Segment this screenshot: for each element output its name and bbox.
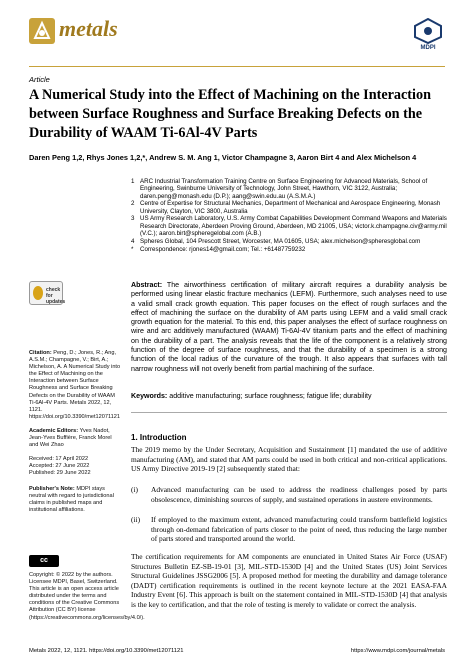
editors-block bbox=[29, 428, 121, 449]
dates-block bbox=[29, 456, 121, 477]
keywords bbox=[131, 392, 447, 401]
intro-paragraph-2: The certification requirements for AM components are enunciated in United States Air Force (USAF) Structures Bulletin EZ-SB-19-01 [3], MIL-STD-1530D [4] and the United States (US) Joint Services Structural Guidelines JSSG2006 [5]. A proposed method for meeting the durability and damage tolerance (DADT) certification requirements is outlined in the recent keynote lecture at the 2021 EASA-FAA Industry Event [6]. This approach is built on the statement contained in MIL-STD-1530D [4] that analysis is the key to certification, and that the role of testing is merely to validate or correct the analysis. bbox=[131, 552, 447, 609]
copyright-text[interactable]: Copyright: © 2022 by the authors. Licensee MDPI, Basel, Switzerland. This article is an open access article distributed under the terms and conditions of the Creative Commons Attribution (CC BY) license (https://creativecommons.org/licenses/by/4.0/). bbox=[29, 572, 145, 621]
list-item bbox=[131, 485, 447, 504]
check-for-updates-button[interactable] bbox=[29, 281, 66, 305]
list-item-text: If employed to the maximum extent, advanced manufacturing could transform battlefield logistics through on-demand fabrication of parts closer to the point of need, thus reducing the large number of parts stored and transported around the world. bbox=[151, 515, 447, 543]
affiliation-number: 4 bbox=[131, 237, 135, 245]
check-updates-label: check for updates bbox=[46, 287, 66, 305]
correspondence-text[interactable]: Correspondence: rjones14@gmail.com; Tel.: +61487759232 bbox=[140, 245, 306, 253]
header-divider bbox=[29, 66, 445, 67]
affiliation-number: 1 bbox=[131, 178, 135, 185]
affiliation-item bbox=[131, 200, 451, 215]
list-item-text: Advanced manufacturing can be used to address the readiness challenges posed by parts obsolescence, diminishing sources of supply, and sustained operations in austere environments. bbox=[151, 485, 447, 504]
affiliation-item bbox=[131, 178, 451, 200]
editors-label: Academic Editors: bbox=[29, 428, 79, 434]
keywords-label: Keywords: bbox=[131, 392, 168, 400]
publisher-note-label: Publisher's Note: bbox=[29, 486, 75, 492]
keywords-text: additive manufacturing; surface roughness; fatigue life; durability bbox=[169, 392, 372, 400]
footer-journal-link[interactable]: https://www.mdpi.com/journal/metals bbox=[350, 648, 445, 654]
received-date: Received: 17 April 2022 bbox=[29, 456, 89, 462]
affiliation-text: Spheres Global, 104 Prescott Street, Worcester, MA 01605, USA; alex.michelson@spheresglobal.com bbox=[140, 237, 421, 245]
publisher-note-text: MDPI stays neutral with regard to jurisdictional claims in published maps and institutional affiliations. bbox=[29, 486, 114, 514]
copyright-block bbox=[29, 572, 145, 622]
affiliation-number: 2 bbox=[131, 200, 135, 208]
article-title: A Numerical Study into the Effect of Machining on the Interaction between Surface Roughness and Surface Breaking Defects on the Durability of WAAM Ti-6Al-4V Parts bbox=[29, 87, 431, 141]
affiliation-item bbox=[131, 238, 451, 245]
keywords-divider bbox=[131, 412, 447, 413]
affiliations bbox=[131, 178, 451, 253]
list-item-number: (ii) bbox=[131, 515, 141, 524]
abstract-text: The airworthiness certification of military aircraft requires a durability analysis be performed using linear elastic fracture mechanics (LEFM). Furthermore, such analyses need to use a valid small crack growth equation. This paper focuses on the effect of rough surfaces and the effect of machining the surface on the durability of AM parts using LEFM and a valid small crack growth equation for the material. To this end, this paper analyses the effect of surface roughness on wire and arc additively manufactured (WAAM) Ti-6Al-4V titanium parts and the effect of machining on the durability of a part. The analysis reveals that the life of the component is a relatively strong function of the degree of surface roughness, and that the durability of a specimen is a strong function of the local radius of the curvature of the trough. It also appears that surfaces with tall narrow roughness will not overly benefit from partial machining of the surface. bbox=[131, 281, 448, 373]
affiliation-text: ARC Industrial Transformation Training Centre on Surface Engineering for Advanced Materials, School of Engineering, Swinburne University of Technology, John Street, Hawthorn, VIC 3122, Australia; daren.peng@monash.edu (D.P.); aang@swin.edu.au (A.S.M.A.) bbox=[140, 178, 428, 200]
affiliation-text: US Army Research Laboratory, U.S. Army Combat Capabilities Development Command Weapons and Materials Research Directorate, Aberdeen Proving Ground, Aberdeen, MD 21005, USA; victor.k.champagne.civ@army.mil (V.C.); aaron.birt@spheregelobal.com (A.B.) bbox=[140, 215, 447, 238]
affiliation-text: Centre of Expertise for Structural Mechanics, Department of Mechanical and Aerospace Engineering, Monash University, Clayton, VIC 3800, Australia bbox=[140, 200, 441, 215]
check-updates-icon bbox=[33, 286, 43, 300]
citation-block bbox=[29, 350, 121, 421]
intro-paragraph-1: The 2019 memo by the Under Secretary, Acquisition and Sustainment [1] mandated the use of additive manufacturing (AM), and stated that AM parts could be used in both critical and non-critical applications. US Army Directive 2019-19 [2] subsequently stated that: bbox=[131, 445, 447, 473]
published-date: Published: 29 June 2022 bbox=[29, 470, 91, 477]
editors-text: Yves Nadot, Jean-Yves Buffière, Franck Morel and Wei Zhao bbox=[29, 428, 112, 449]
abstract bbox=[131, 281, 447, 374]
journal-name[interactable]: metals bbox=[59, 16, 118, 41]
accepted-date: Accepted: 27 June 2022 bbox=[29, 463, 90, 470]
publisher-note bbox=[29, 486, 121, 514]
author-list: Daren Peng 1,2, Rhys Jones 1,2,*, Andrew S. M. Ang 1, Victor Champagne 3, Aaron Birt 4 and Alex Michelson 4 bbox=[29, 153, 417, 162]
mdpi-logo-icon[interactable] bbox=[413, 18, 443, 44]
journal-logo-icon bbox=[29, 18, 55, 44]
citation-text[interactable]: Peng, D.; Jones, R.; Ang, A.S.M.; Champagne, V.; Birt, A.; Michelson, A. A Numerical Study into the Effect of Machining on the Interaction between Surface Roughness and Surface Breaking Defects on the Durability of WAAM Ti-6Al-4V Parts. Metals 2022, 12, 1121. https://doi.org/10.3390/met12071121 bbox=[29, 350, 121, 420]
abstract-label: Abstract: bbox=[131, 281, 163, 289]
section-heading: 1. Introduction bbox=[131, 433, 187, 442]
affiliation-item bbox=[131, 215, 451, 237]
citation-label: Citation: bbox=[29, 350, 52, 356]
affiliation-item bbox=[131, 246, 451, 253]
affiliation-number: 3 bbox=[131, 215, 135, 223]
list-item bbox=[131, 515, 447, 544]
cc-license-icon[interactable]: cc bbox=[29, 555, 59, 567]
mdpi-logo-text: MDPI bbox=[420, 45, 436, 51]
footer-citation[interactable]: Metals 2022, 12, 1121. https://doi.org/10.3390/met12071121 bbox=[29, 648, 184, 654]
affiliation-number: * bbox=[131, 245, 134, 253]
article-type: Article bbox=[29, 75, 50, 84]
list-item-number: (i) bbox=[131, 485, 138, 494]
